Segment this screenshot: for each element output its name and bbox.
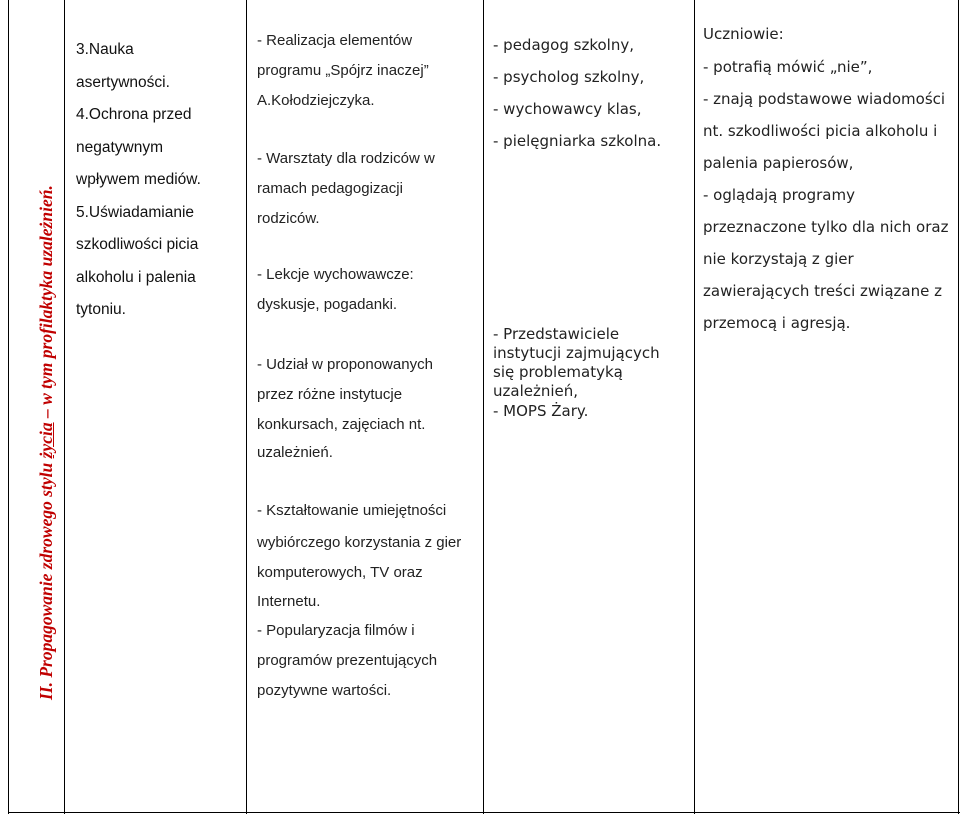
action-line: przez różne instytucje [257,386,403,403]
goal-line: 3.Nauka [76,41,134,58]
outcome-line: nt. szkodliwości picia alkoholu i [703,122,938,140]
goal-line: szkodliwości picia [76,236,199,253]
action-line: uzależnień. [257,444,333,461]
table-border-bottom [8,812,960,813]
goal-line: tytoniu. [76,301,126,318]
action-line: programów prezentujących [257,652,438,669]
action-line: Internetu. [257,593,321,610]
outcome-line: - znają podstawowe wiadomości [703,90,946,108]
action-line: - Kształtowanie umiejętności [257,502,447,519]
table-border-col3 [483,0,484,814]
outcome-line: - potrafią mówić „nie”, [703,58,873,76]
responsible-line: instytucji zajmujących [493,344,660,362]
responsible-line: uzależnień, [493,382,579,400]
action-line: dyskusje, pogadanki. [257,296,398,313]
responsible-line: - MOPS Żary. [493,402,589,420]
responsible-line: się problematyką [493,363,623,381]
action-line: ramach pedagogizacji [257,180,403,197]
action-line: programu „Spójrz inaczej” [257,62,429,79]
outcome-line: przeznaczone tylko dla nich oraz [703,218,949,236]
action-line: A.Kołodziejczyka. [257,92,375,109]
goals-cell [76,34,236,327]
table-border-col4 [694,0,695,814]
goal-line: asertywności. [76,73,170,91]
table-border-right [958,0,959,814]
goal-line: 5.Uświadamianie [76,203,195,221]
outcome-line: Uczniowie: [703,25,784,43]
goal-line: alkoholu i palenia [76,268,196,286]
action-line: - Udział w proponowanych [257,356,433,373]
outcome-line: zawierających treści związane z [703,282,942,300]
section-title-cell [8,0,64,814]
action-line: - Popularyzacja filmów i [257,622,415,639]
responsible-line: - psycholog szkolny, [493,68,645,86]
outcome-line: przemocą i agresją. [703,314,851,332]
action-line: - Warsztaty dla rodziców w [257,150,435,167]
section-title-underlined: życia [36,422,56,459]
goal-line: 4.Ochrona przed [76,106,192,123]
responsible-line: - Przedstawiciele [493,325,620,343]
goal-line: negatywnym [76,138,164,156]
action-line: pozytywne wartości. [257,682,392,699]
action-line: - Lekcje wychowawcze: [257,266,414,283]
responsible-line: - pielęgniarka szkolna. [493,132,662,150]
responsible-line: - wychowawcy klas, [493,100,642,118]
section-title-suffix: – w tym profilaktyka uzależnień. [36,185,56,423]
outcome-line: - oglądają programy [703,186,855,204]
responsible-line: - pedagog szkolny, [493,36,634,54]
action-line: komputerowych, TV oraz [257,564,423,581]
table-border-col1 [64,0,65,814]
outcome-line: nie korzystają z gier [703,250,854,268]
section-title-prefix: II. Propagowanie zdrowego stylu [36,458,56,700]
section-title [36,140,57,700]
action-line: konkursach, zajęciach nt. [257,416,426,433]
action-line: - Realizacja elementów [257,32,413,49]
table-border-col2 [246,0,247,814]
goal-line: wpływem mediów. [76,171,201,188]
action-line: rodziców. [257,210,320,227]
outcome-line: palenia papierosów, [703,154,854,172]
action-line: wybiórczego korzystania z gier [257,534,462,551]
